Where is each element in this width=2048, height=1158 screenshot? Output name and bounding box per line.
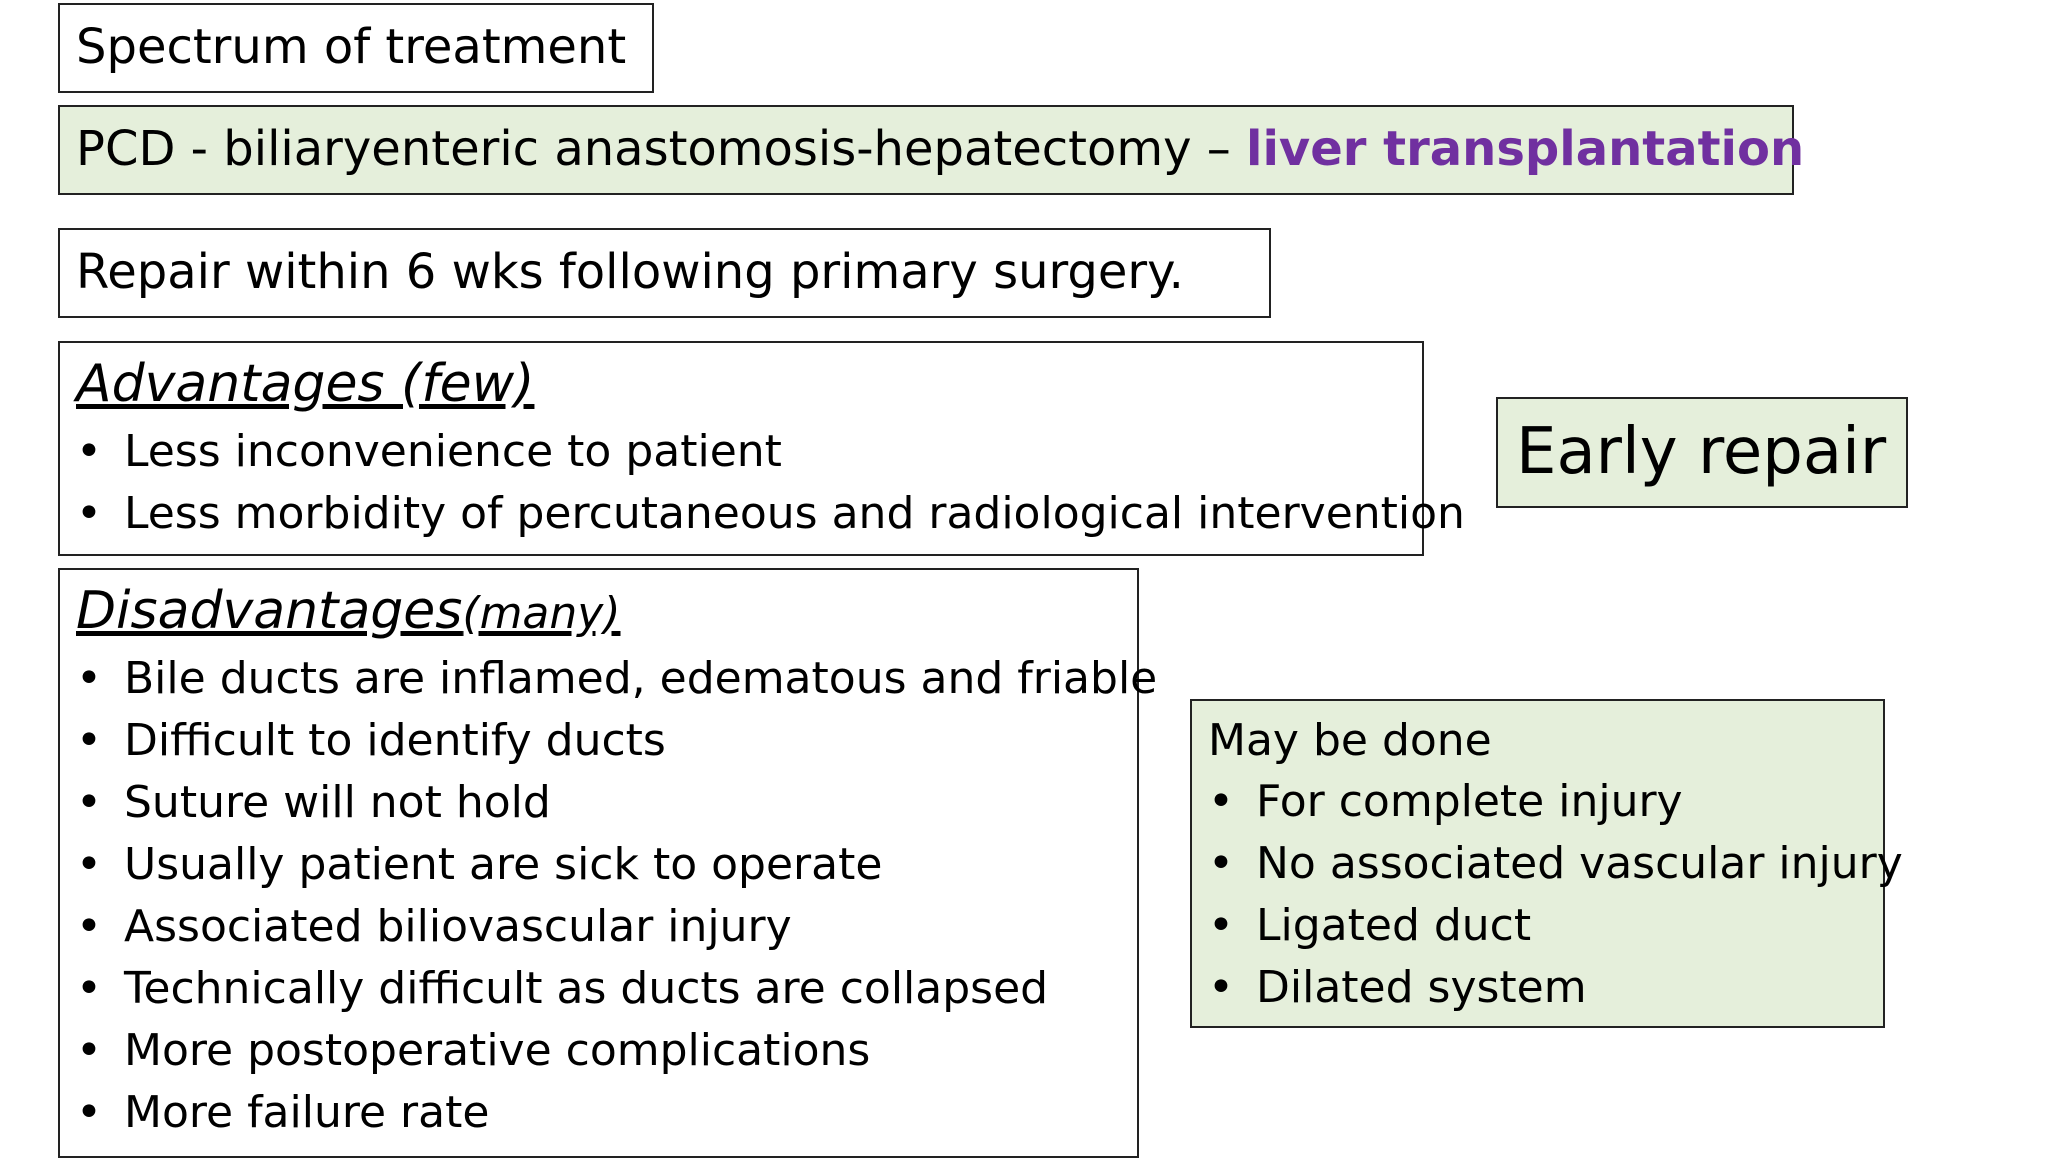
repair-timing-box [58,228,1271,318]
bullet-icon: • [1208,838,1234,889]
list-item: • For complete injury [1208,771,1903,833]
liver-transplantation-highlight: liver transplantation [1246,121,1805,177]
spectrum-text: PCD - biliaryenteric anastomosis-hepatectomy – [76,121,1246,177]
list-item: • Ligated duct [1208,895,1903,957]
disadvantages-list [76,648,1157,1144]
bullet-icon: • [76,777,102,828]
bullet-icon: • [76,488,102,539]
page-title: Spectrum of treatment [76,19,627,75]
advantages-heading: Advantages (few) [76,354,535,414]
list-item: • Less morbidity of percutaneous and radiological intervention [76,483,1465,545]
disadvantages-heading: Disadvantages(many) [76,581,621,641]
disadvantages-box [58,568,1158,1158]
list-item: • Usually patient are sick to operate [76,834,1157,896]
advantages-list [76,421,1465,545]
early-repair-box [1496,397,1908,508]
bullet-icon: • [76,963,102,1014]
list-item: • Technically difficult as ducts are collapsed [76,958,1157,1020]
list-item: • No associated vascular injury [1208,833,1903,895]
advantages-box [58,341,1465,556]
bullet-icon: • [1208,900,1234,951]
list-item: • Suture will not hold [76,772,1157,834]
bullet-icon: • [76,715,102,766]
may-be-done-box [1190,699,1903,1028]
bullet-icon: • [76,426,102,477]
repair-timing-text: Repair within 6 wks following primary surgery. [76,244,1184,300]
bullet-icon: • [76,1025,102,1076]
bullet-icon: • [1208,776,1234,827]
spectrum-line [76,121,1804,177]
bullet-icon: • [76,901,102,952]
list-item: • Less inconvenience to patient [76,421,1465,483]
list-item: • More failure rate [76,1082,1157,1144]
may-be-done-heading: May be done [1208,715,1492,766]
bullet-icon: • [76,1087,102,1138]
list-item: • Difficult to identify ducts [76,710,1157,772]
list-item: • Dilated system [1208,957,1903,1019]
list-item: • More postoperative complications [76,1020,1157,1082]
list-item: • Associated biliovascular injury [76,896,1157,958]
early-repair-label: Early repair [1516,415,1887,489]
list-item: • Bile ducts are inflamed, edematous and friable [76,648,1157,710]
bullet-icon: • [1208,962,1234,1013]
bullet-icon: • [76,839,102,890]
bullet-icon: • [76,653,102,704]
spectrum-box [58,105,1805,195]
may-be-done-list [1208,771,1903,1019]
title-box [58,3,654,93]
